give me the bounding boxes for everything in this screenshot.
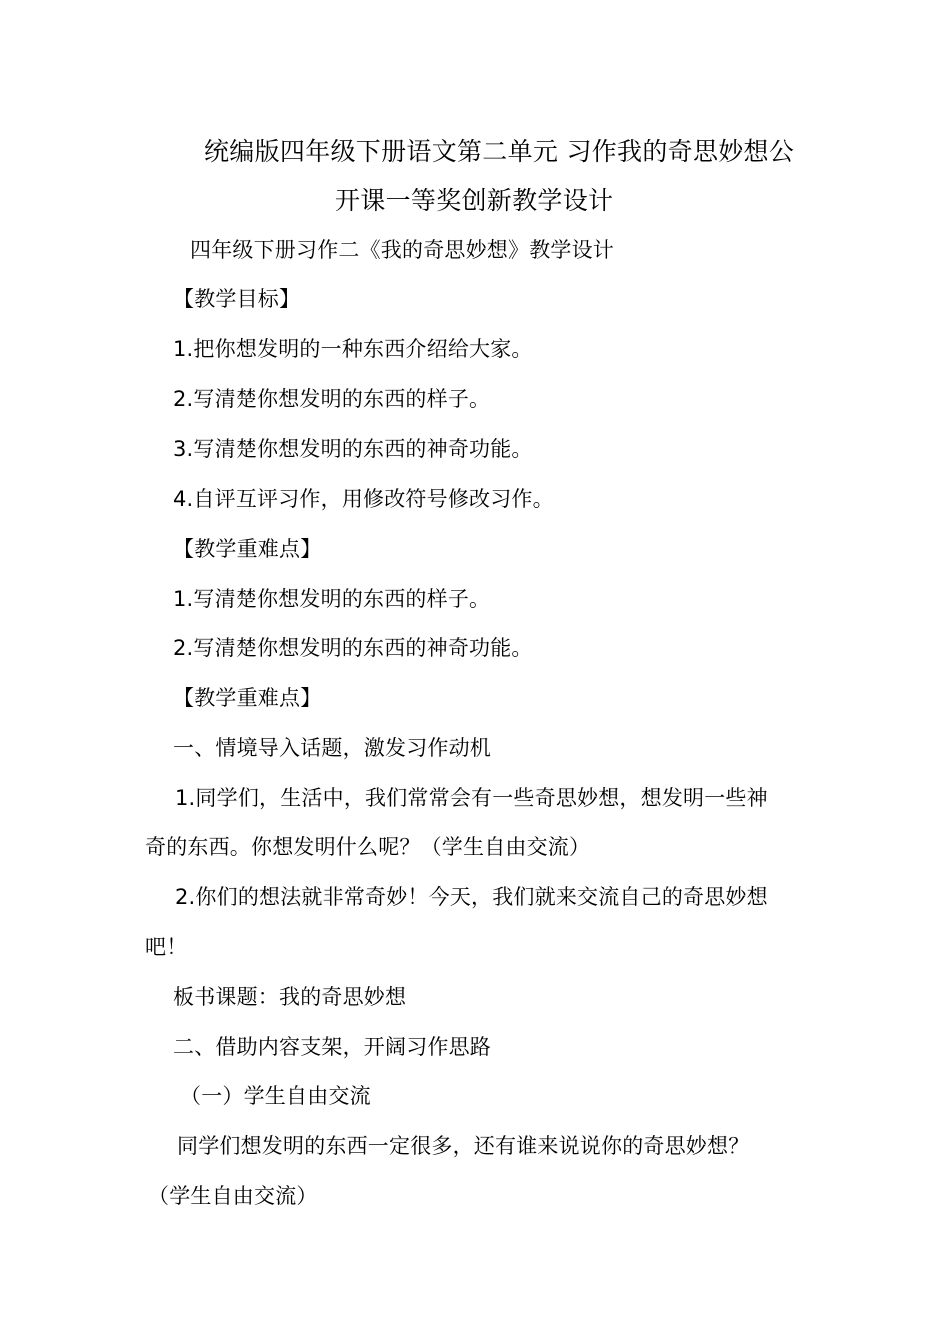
section-heading-process: 【教学重难点】 [173, 686, 322, 710]
part-1-paragraph-2-line-1: 2.你们的想法就非常奇妙！今天，我们就来交流自己的奇思妙想 [175, 885, 768, 909]
part-2-subheading-1: （一）学生自由交流 [180, 1084, 371, 1108]
document-title-line-1: 统编版四年级下册语文第二单元 习作我的奇思妙想公 [204, 137, 795, 166]
part-2-paragraph-1-line-2: （学生自由交流） [148, 1184, 318, 1208]
document-title-line-2: 开课一等奖创新教学设计 [335, 186, 614, 215]
goal-item-2: 2.写清楚你想发明的东西的样子。 [173, 387, 491, 411]
goal-item-1: 1.把你想发明的一种东西介绍给大家。 [173, 337, 533, 361]
document-subtitle: 四年级下册习作二《我的奇思妙想》教学设计 [190, 238, 614, 262]
key-point-item-1: 1.写清楚你想发明的东西的样子。 [173, 587, 491, 611]
board-title: 板书课题：我的奇思妙想 [173, 985, 407, 1009]
part-1-paragraph-2-line-2: 吧！ [145, 935, 188, 959]
key-point-item-2: 2.写清楚你想发明的东西的神奇功能。 [173, 636, 533, 660]
goal-item-3: 3.写清楚你想发明的东西的神奇功能。 [173, 437, 533, 461]
part-1-paragraph-1-line-1: 1.同学们，生活中，我们常常会有一些奇思妙想，想发明一些神 [175, 786, 768, 810]
part-2-paragraph-1-line-1: 同学们想发明的东西一定很多，还有谁来说说你的奇思妙想？ [177, 1134, 750, 1158]
goal-item-4: 4.自评互评习作，用修改符号修改习作。 [173, 487, 554, 511]
part-1-paragraph-1-line-2: 奇的东西。你想发明什么呢？（学生自由交流） [145, 835, 591, 859]
section-heading-goals: 【教学目标】 [173, 287, 301, 311]
part-1-heading: 一、情境导入话题，激发习作动机 [173, 736, 491, 760]
part-2-heading: 二、借助内容支架，开阔习作思路 [173, 1035, 491, 1059]
section-heading-key-points: 【教学重难点】 [173, 537, 322, 561]
